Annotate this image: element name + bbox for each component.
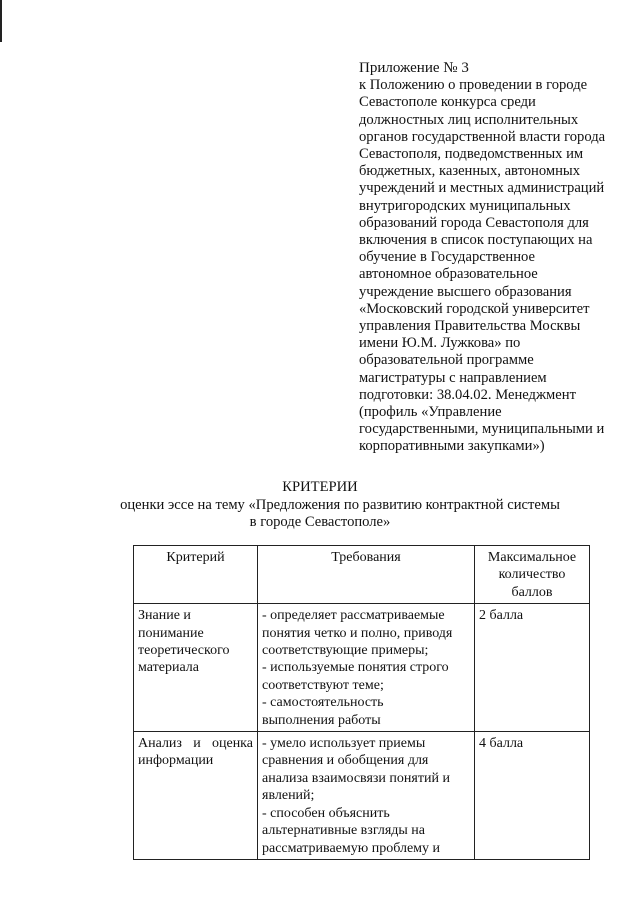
requirement-line: понятия четко и полно, приводя — [262, 625, 453, 641]
requirements-cell — [258, 732, 475, 860]
requirement-line: соответствующие примеры; — [262, 643, 429, 659]
requirements-cell — [258, 604, 475, 732]
table-row — [134, 732, 590, 860]
requirement-line: - самостоятельность — [262, 695, 384, 711]
criterion-line: теоретического — [138, 643, 230, 659]
header-max-score — [475, 546, 590, 604]
criterion-line: информации — [138, 753, 214, 769]
requirement-line: - умело использует приемы — [262, 736, 426, 752]
requirement-line: - определяет рассматриваемые — [262, 608, 445, 624]
appendix-line: к Положению о проведении в городе — [359, 77, 588, 94]
criterion-line: понимание — [138, 625, 204, 641]
score-cell: 2 балла — [475, 604, 590, 732]
criteria-table — [133, 545, 590, 860]
appendix-line: учреждений и местных администраций — [359, 180, 605, 197]
score-cell: 4 балла — [475, 732, 590, 860]
requirement-line: - используемые понятия строго — [262, 660, 449, 676]
appendix-title: Приложение № 3 — [359, 60, 469, 76]
appendix-line: внутригородских муниципальных — [359, 197, 571, 214]
appendix-line: имени Ю.М. Лужкова» по — [359, 335, 521, 352]
requirement-line: явлений; — [262, 788, 315, 804]
criteria-subtitle-line-1: оценки эссе на тему «Предложения по развитию контрактной системы — [120, 496, 560, 513]
appendix-line: обучение в Государственное — [359, 249, 535, 266]
requirement-line: сравнения и обобщения для — [262, 753, 429, 769]
appendix-line: государственными, муниципальными и — [359, 421, 605, 438]
appendix-line: корпоративными закупками») — [359, 438, 545, 455]
table-header-row — [134, 546, 590, 604]
requirement-line: выполнения работы — [262, 712, 381, 728]
appendix-line: управления Правительства Москвы — [359, 318, 581, 335]
header-criterion: Критерий — [134, 546, 258, 604]
requirement-line: анализа взаимосвязи понятий и — [262, 770, 450, 786]
header-requirements: Требования — [258, 546, 475, 604]
appendix-line: должностных лиц исполнительных — [359, 111, 579, 128]
appendix-line: магистратуры с направлением — [359, 369, 547, 386]
criteria-subtitle-line-2: в городе Севастополе» — [249, 514, 391, 530]
appendix-line: включения в список поступающих на — [359, 232, 593, 249]
criterion-line: Анализ и оценка — [138, 736, 253, 752]
criteria-title: КРИТЕРИИ — [282, 479, 358, 495]
appendix-line: образовательной программе — [359, 352, 534, 369]
appendix-line: образований города Севастополя для — [359, 214, 589, 231]
appendix-line: Севастополе конкурса среди — [359, 94, 536, 111]
criteria-heading — [0, 479, 640, 532]
requirement-line: соответствуют теме; — [262, 677, 384, 693]
criterion-cell — [134, 732, 258, 860]
appendix-line: Севастополя, подведомственных им — [359, 146, 584, 163]
criterion-cell — [134, 604, 258, 732]
requirement-line: - способен объяснить — [262, 805, 390, 821]
appendix-line: «Московский городской университет — [359, 300, 590, 317]
appendix-line: автономное образовательное — [359, 266, 538, 283]
appendix-line: органов государственной власти города — [359, 128, 606, 145]
appendix-line: (профиль «Управление — [359, 404, 502, 421]
header-max-score-line: Максимальное — [487, 550, 577, 565]
criterion-line: материала — [138, 660, 199, 676]
header-max-score-line: количество — [498, 567, 566, 583]
header-max-score-line: баллов — [511, 584, 553, 600]
appendix-line: подготовки: 38.04.02. Менеджмент — [359, 386, 576, 403]
criterion-line: Знание и — [138, 608, 191, 624]
table-row — [134, 604, 590, 732]
appendix-line: учреждение высшего образования — [359, 283, 572, 300]
appendix-header — [359, 60, 629, 456]
page-edge-mark — [0, 0, 2, 42]
requirement-line: альтернативные взгляды на — [262, 823, 426, 839]
requirement-line: рассматриваемую проблему и — [262, 840, 441, 856]
appendix-line: бюджетных, казенных, автономных — [359, 163, 581, 180]
